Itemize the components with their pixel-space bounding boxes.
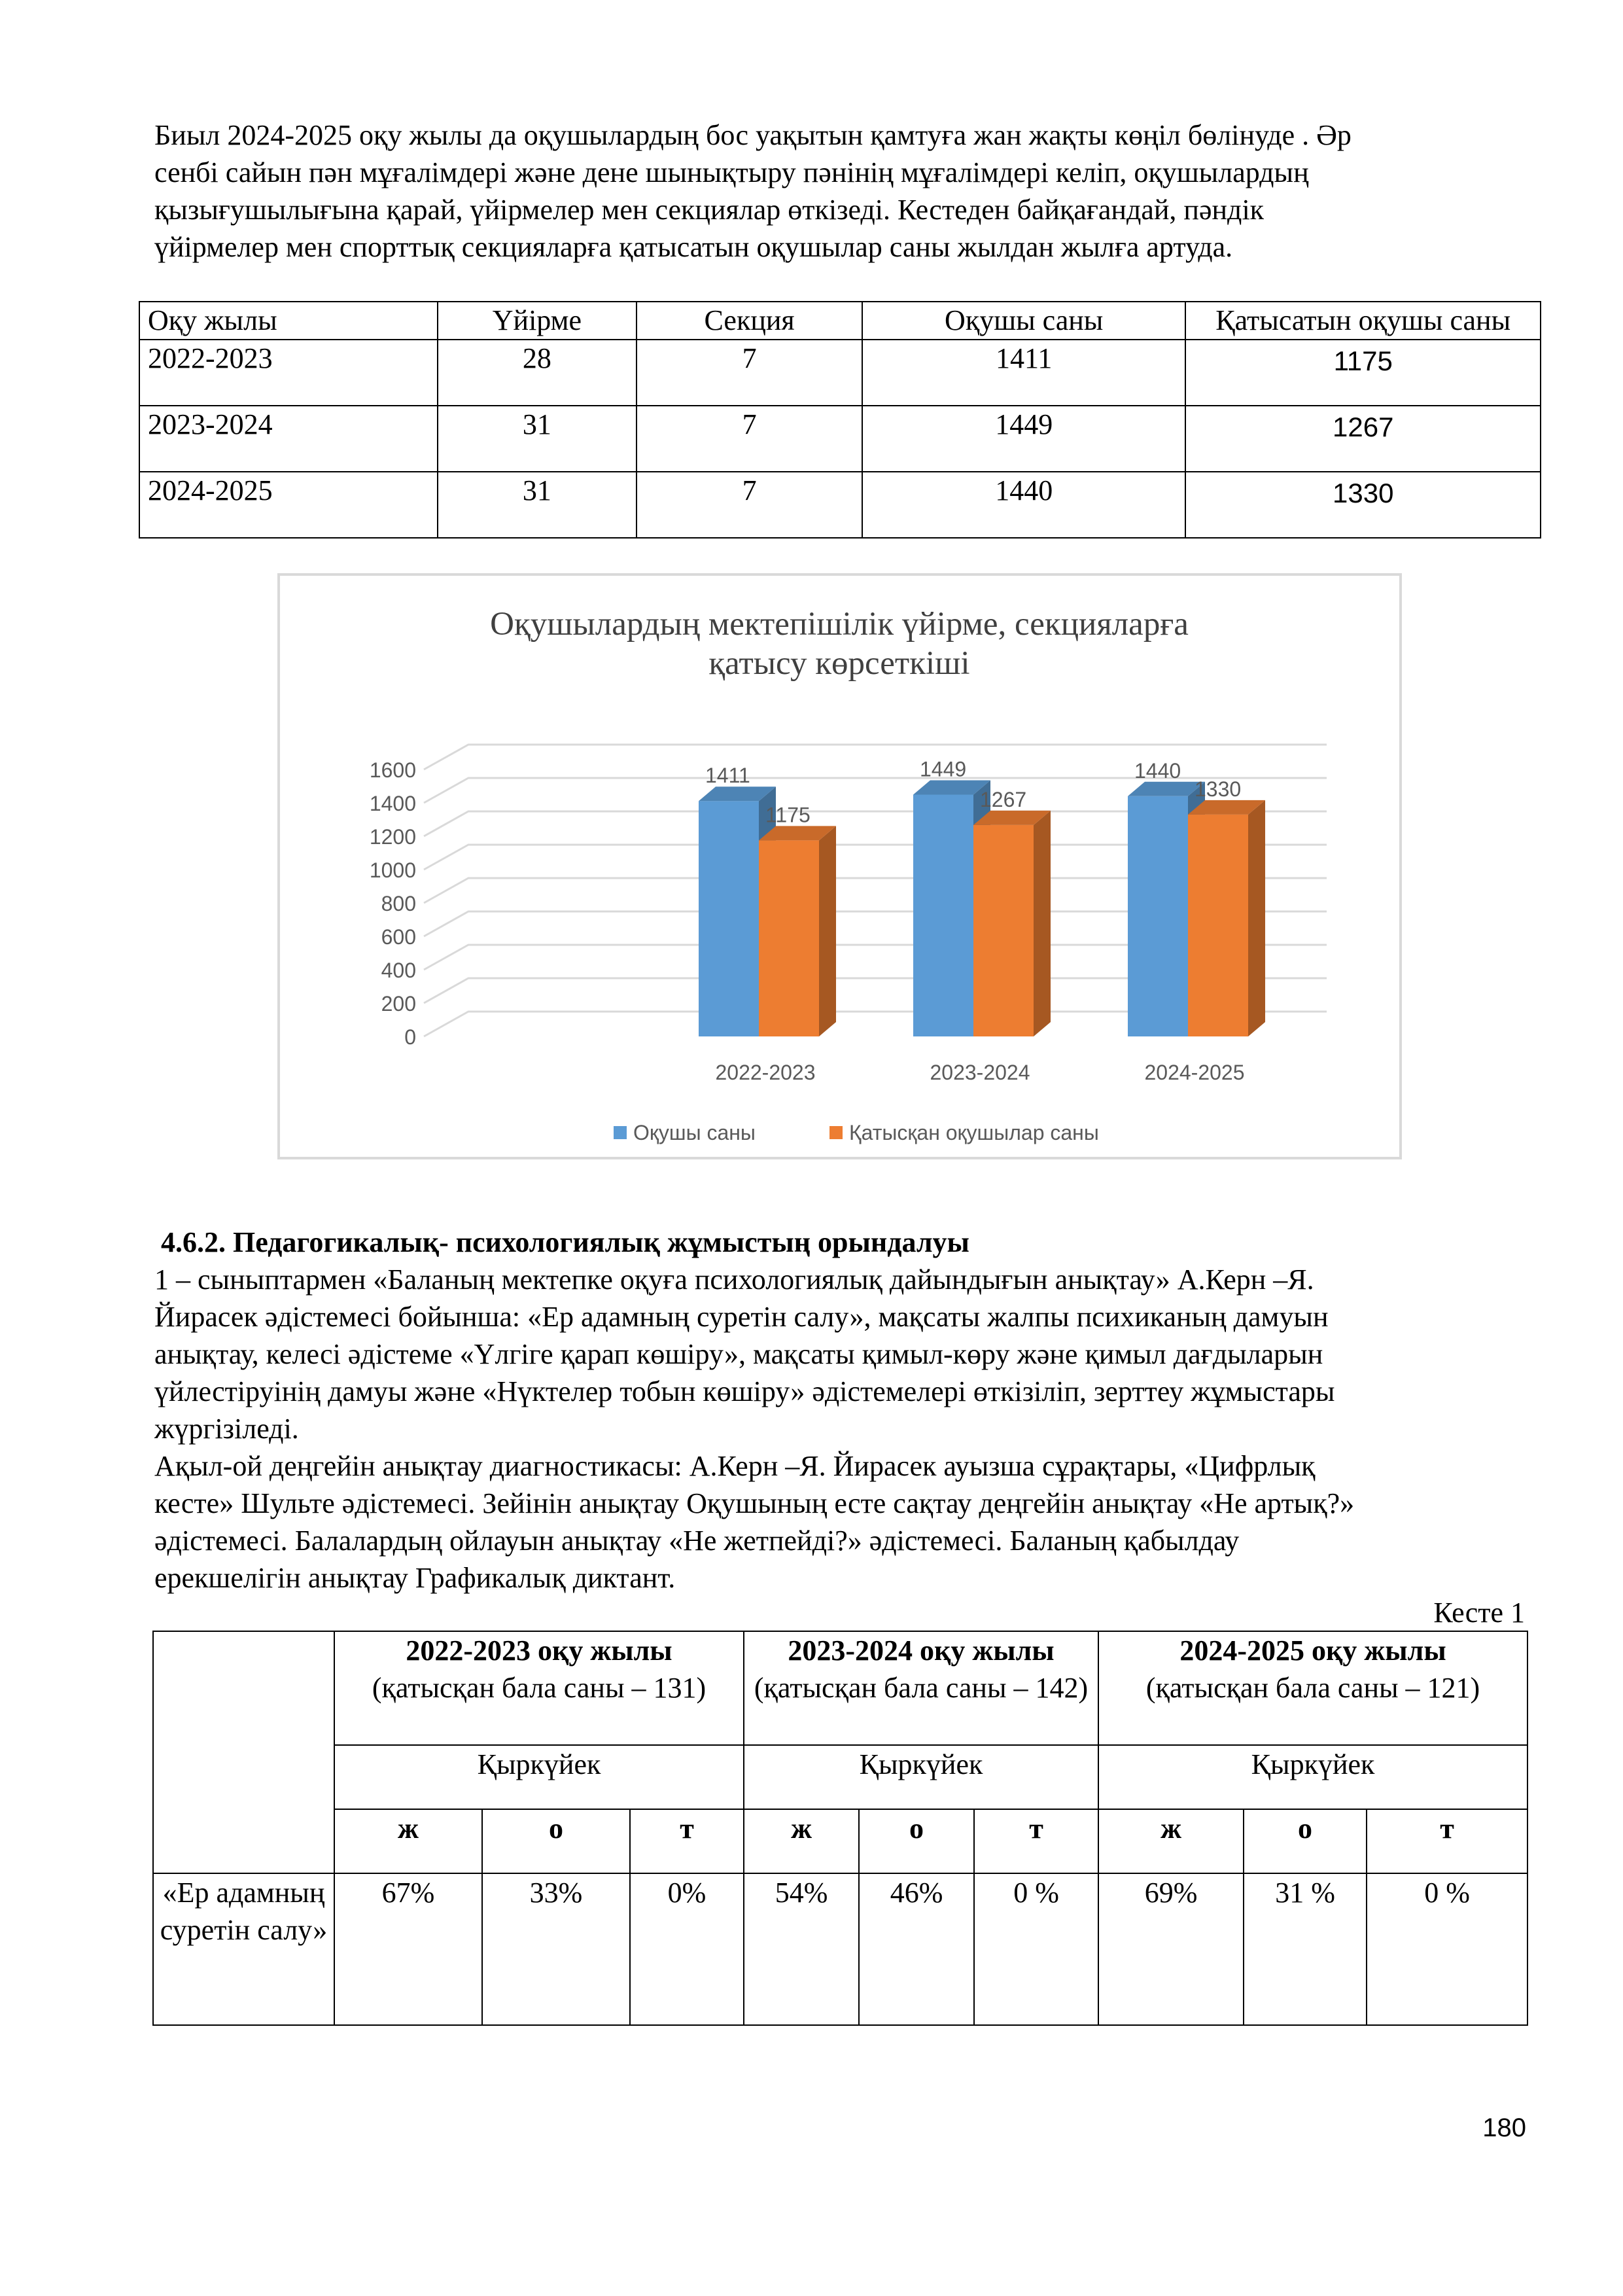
legend-label: Оқушы саны xyxy=(633,1121,756,1144)
intro-paragraph xyxy=(154,116,1527,266)
month-cell: Қыркүйек xyxy=(334,1745,744,1809)
data-label: 1449 xyxy=(920,757,967,781)
table-cell: 69% xyxy=(1098,1873,1244,2025)
intro-line: Биыл 2024-2025 оқу жылы да оқушылардың бос уақытын қамтуға жан жақты көңіл бөлінуде . Әр xyxy=(154,119,1352,151)
year-title: 2022-2023 оқу жылы xyxy=(406,1634,672,1667)
table-cell: 0% xyxy=(630,1873,744,2025)
month-cell: Қыркүйек xyxy=(1098,1745,1527,1809)
bar xyxy=(913,795,973,1036)
body-line: 1 – сыныптармен «Баланың мектепке оқуға психологиялық дайындығын анықтау» А.Керн –Я. xyxy=(154,1263,1314,1296)
level-cell: т xyxy=(630,1809,744,1873)
section-heading: 4.6.2. Педагогикалық- психологиялық жұмыстың орындалуы xyxy=(161,1226,969,1258)
data-label: 1267 xyxy=(980,787,1027,811)
year-subtitle: (қатысқан бала саны – 131) xyxy=(372,1672,707,1704)
chart-title-line: Оқушылардың мектепішілік үйірме, секцияларға xyxy=(490,606,1189,643)
chart-title-line: қатысу көрсеткіші xyxy=(708,645,970,682)
level-cell: о xyxy=(482,1809,630,1873)
table-cell: 7 xyxy=(637,406,862,472)
legend-swatch xyxy=(829,1126,843,1139)
x-tick-label: 2022-2023 xyxy=(715,1061,816,1084)
gridline xyxy=(424,745,1327,769)
body-line: Йирасек әдістемесі бойынша: «Ер адамның суретін салу», мақсаты жалпы психиканың дамуын xyxy=(154,1301,1329,1333)
table-cell: 2022-2023 xyxy=(139,340,438,406)
bar xyxy=(1188,815,1248,1036)
year-header xyxy=(334,1631,744,1745)
intro-line: үйірмелер мен спорттық секцияларға қатысатын оқушылар саны жылдан жылға артуда. xyxy=(154,231,1233,263)
y-tick-label: 0 xyxy=(404,1025,416,1049)
level-cell: ж xyxy=(334,1809,482,1873)
body-line: кесте» Шульте әдістемесі. Зейінін анықтау Оқушының есте сақтау деңгейін анықтау «Не артық?» xyxy=(154,1487,1355,1519)
table-cell: 1267 xyxy=(1185,406,1541,472)
table-cell: 1440 xyxy=(862,472,1185,538)
data-label: 1330 xyxy=(1195,777,1242,801)
legend-swatch xyxy=(614,1126,627,1139)
level-cell: ж xyxy=(744,1809,859,1873)
y-tick-label: 800 xyxy=(381,892,416,915)
y-tick-label: 1000 xyxy=(369,858,416,882)
empty-corner-cell xyxy=(153,1631,334,1873)
year-title: 2024-2025 оқу жылы xyxy=(1179,1634,1446,1667)
table-cell: 1411 xyxy=(862,340,1185,406)
table-caption: Кесте 1 xyxy=(1433,1597,1525,1629)
bar xyxy=(759,840,819,1036)
table-header-cell: Секция xyxy=(637,302,862,340)
body-line: анықтау, келесі әдістеме «Үлгіге қарап көшіру», мақсаты қимыл-көру және қимыл дағдыларын xyxy=(154,1338,1323,1370)
level-cell: о xyxy=(859,1809,974,1873)
year-subtitle: (қатысқан бала саны – 142) xyxy=(754,1672,1089,1704)
y-tick-label: 200 xyxy=(381,992,416,1016)
table-row xyxy=(139,340,1541,406)
table-cell: 1175 xyxy=(1185,340,1541,406)
table-cell: 31 % xyxy=(1244,1873,1367,2025)
table-row xyxy=(153,1873,1527,2025)
table-row xyxy=(139,406,1541,472)
table-header-cell: Оқу жылы xyxy=(139,302,438,340)
table-cell: 0 % xyxy=(1367,1873,1527,2025)
bar xyxy=(973,825,1034,1036)
bar-side xyxy=(1248,800,1265,1036)
chart-legend xyxy=(614,1121,1099,1144)
month-row xyxy=(153,1745,1527,1809)
year-subtitle: (қатысқан бала саны – 121) xyxy=(1145,1672,1480,1704)
table-header-row xyxy=(139,302,1541,340)
level-cell: т xyxy=(974,1809,1098,1873)
level-cell: ж xyxy=(1098,1809,1244,1873)
bar-side xyxy=(1034,811,1051,1036)
diagnostics-table xyxy=(152,1631,1528,2026)
table-cell: 46% xyxy=(859,1873,974,2025)
y-axis-ticks xyxy=(370,758,416,1049)
body-line: әдістемесі. Балалардың ойлауын анықтау «Не жетпейді?» әдістемесі. Баланың қабылдау xyxy=(154,1525,1240,1557)
clubs-table xyxy=(139,301,1541,539)
x-axis-ticks xyxy=(715,1061,1244,1084)
table-header-cell: Қатысатын оқушы саны xyxy=(1185,302,1541,340)
body-paragraph xyxy=(154,1261,1527,1597)
table-cell: 67% xyxy=(334,1873,482,2025)
table-cell: 7 xyxy=(637,472,862,538)
year-header-row xyxy=(153,1631,1527,1745)
year-header xyxy=(744,1631,1098,1745)
body-line: ерекшелігін анықтау Графикалық диктант. xyxy=(154,1562,676,1594)
bar-side xyxy=(819,826,836,1036)
y-tick-label: 1400 xyxy=(369,792,416,815)
table-header-cell: Оқушы саны xyxy=(862,302,1185,340)
x-tick-label: 2023-2024 xyxy=(930,1061,1030,1084)
y-tick-label: 600 xyxy=(381,925,416,949)
chart-canvas xyxy=(280,576,1399,1157)
table-cell: 0 % xyxy=(974,1873,1098,2025)
table-cell: 54% xyxy=(744,1873,859,2025)
page-number: 180 xyxy=(1482,2113,1526,2142)
intro-line: қызығушылығына қарай, үйірмелер мен секциялар өткізеді. Кестеден байқағандай, пәндік xyxy=(154,194,1265,226)
data-label: 1411 xyxy=(705,764,750,788)
table-cell: 2023-2024 xyxy=(139,406,438,472)
table-cell: 2024-2025 xyxy=(139,472,438,538)
x-tick-label: 2024-2025 xyxy=(1144,1061,1245,1084)
data-label: 1440 xyxy=(1134,758,1181,783)
table-cell: 33% xyxy=(482,1873,630,2025)
table-cell: 31 xyxy=(438,406,637,472)
bar xyxy=(1128,796,1188,1036)
y-tick-label: 1200 xyxy=(369,825,416,849)
bar xyxy=(699,801,759,1036)
row-label: «Ер адамның суретін салу» xyxy=(153,1873,334,2025)
y-tick-label: 1600 xyxy=(369,758,416,782)
level-cell: о xyxy=(1244,1809,1367,1873)
legend-label: Қатысқан оқушылар саны xyxy=(849,1121,1099,1144)
month-cell: Қыркүйек xyxy=(744,1745,1098,1809)
level-cell: т xyxy=(1367,1809,1527,1873)
body-line: үйлестіруінің дамуы және «Нүктелер тобын көшіру» әдістемелері өткізіліп, зерттеу жұмыстары xyxy=(154,1375,1335,1407)
year-title: 2023-2024 оқу жылы xyxy=(788,1634,1055,1667)
table-header-cell: Үйірме xyxy=(438,302,637,340)
table-row xyxy=(139,472,1541,538)
table-cell: 28 xyxy=(438,340,637,406)
year-header xyxy=(1098,1631,1527,1745)
table-cell: 7 xyxy=(637,340,862,406)
table-cell: 1449 xyxy=(862,406,1185,472)
body-line: жүргізіледі. xyxy=(154,1413,299,1445)
table-cell: 31 xyxy=(438,472,637,538)
intro-line: сенбі сайын пән мұғалімдері және дене шынықтыру пәнінің мұғалімдері келіп, оқушылардың xyxy=(154,156,1309,188)
data-label: 1175 xyxy=(765,803,811,827)
y-tick-label: 400 xyxy=(381,959,416,982)
table-cell: 1330 xyxy=(1185,472,1541,538)
level-row xyxy=(153,1809,1527,1873)
body-line: Ақыл-ой деңгейін анықтау диагностикасы: А.Керн –Я. Йирасек ауызша сұрақтары, «Цифрлық xyxy=(154,1450,1316,1482)
participation-chart xyxy=(277,573,1402,1159)
